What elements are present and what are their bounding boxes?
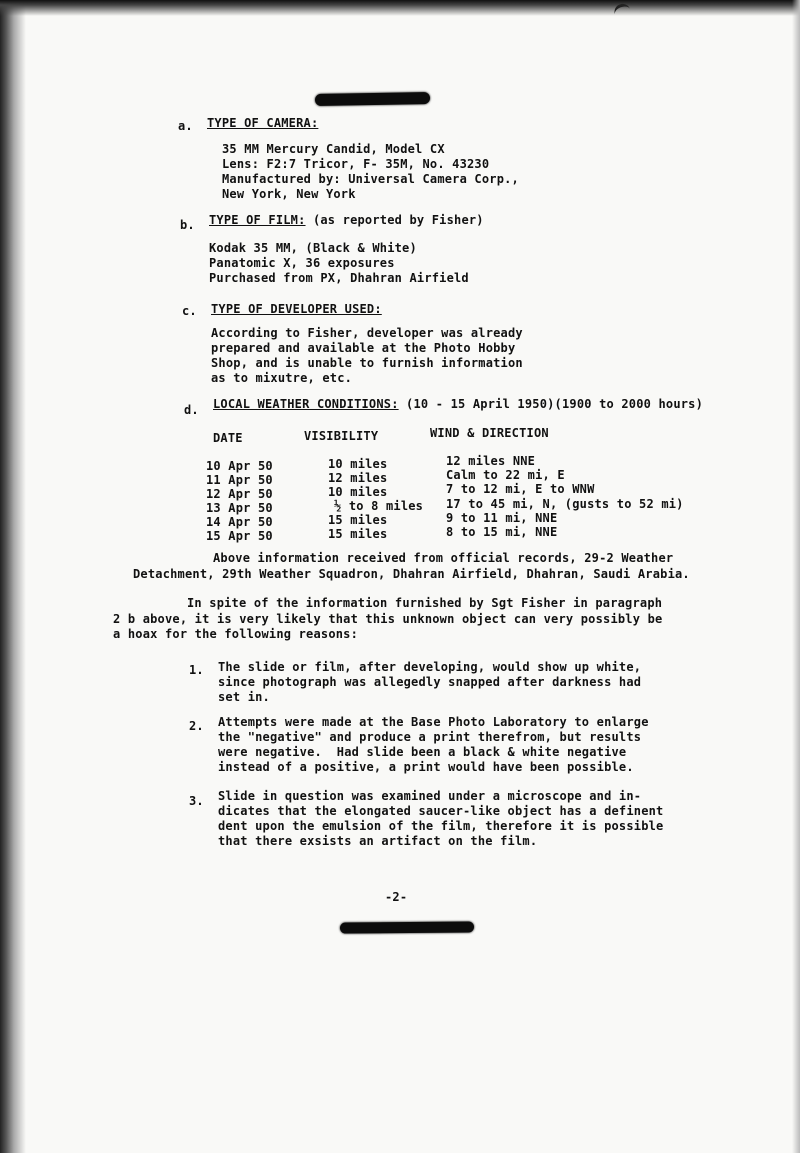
section-c-line: According to Fisher, developer was already bbox=[211, 326, 523, 340]
scan-edge-left bbox=[0, 0, 26, 1153]
source-note-line: Detachment, 29th Weather Squadron, Dhahran Airfield, Dhahran, Saudi Arabia. bbox=[133, 567, 690, 581]
reason-number: 1. bbox=[189, 663, 204, 677]
reason-line: dicates that the elongated saucer-like object has a definent bbox=[218, 804, 664, 818]
redaction-bar-bottom bbox=[340, 921, 474, 933]
table-cell-wind: 17 to 45 mi, N, (gusts to 52 mi) bbox=[446, 497, 684, 511]
table-cell-date: 11 Apr 50 bbox=[206, 473, 273, 487]
section-b-line: Kodak 35 MM, (Black & White) bbox=[209, 241, 417, 255]
table-cell-wind: 12 miles NNE bbox=[446, 454, 536, 468]
table-cell-wind: 8 to 15 mi, NNE bbox=[446, 525, 558, 539]
section-d-marker: d. bbox=[184, 403, 199, 417]
table-cell-date: 14 Apr 50 bbox=[206, 515, 273, 529]
table-cell-visibility: 10 miles bbox=[328, 485, 388, 499]
section-b-heading-line bbox=[209, 213, 484, 227]
section-a-marker: a. bbox=[178, 119, 193, 133]
table-cell-wind: 9 to 11 mi, NNE bbox=[446, 511, 558, 525]
intro-line: 2 b above, it is very likely that this unknown object can very possibly be bbox=[113, 612, 663, 626]
section-a-line: 35 MM Mercury Candid, Model CX bbox=[222, 142, 445, 156]
reason-line: The slide or film, after developing, would show up white, bbox=[218, 660, 642, 674]
table-header-visibility: VISIBILITY bbox=[304, 429, 379, 443]
intro-line: a hoax for the following reasons: bbox=[113, 627, 359, 641]
section-b-heading-suffix: (as reported by Fisher) bbox=[305, 213, 484, 227]
table-cell-date: 13 Apr 50 bbox=[206, 501, 273, 515]
section-d-heading: LOCAL WEATHER CONDITIONS: bbox=[213, 397, 399, 411]
reason-number: 3. bbox=[189, 794, 204, 808]
intro-line: In spite of the information furnished by Sgt Fisher in paragraph bbox=[187, 596, 663, 610]
reason-line: the "negative" and produce a print therefrom, but results bbox=[218, 730, 642, 744]
table-cell-visibility: 12 miles bbox=[328, 471, 388, 485]
table-cell-date: 12 Apr 50 bbox=[206, 487, 273, 501]
section-a-line: Manufactured by: Universal Camera Corp., bbox=[222, 172, 519, 186]
table-header-wind: WIND & DIRECTION bbox=[430, 426, 549, 440]
scan-edge-right bbox=[792, 0, 800, 1153]
section-c-line: prepared and available at the Photo Hobby bbox=[211, 341, 516, 355]
reason-line: that there exsists an artifact on the film. bbox=[218, 834, 538, 848]
table-header-date: DATE bbox=[213, 431, 243, 445]
section-c-line: Shop, and is unable to furnish information bbox=[211, 356, 523, 370]
section-c-line: as to mixutre, etc. bbox=[211, 371, 353, 385]
table-cell-date: 15 Apr 50 bbox=[206, 529, 273, 543]
reason-line: set in. bbox=[218, 690, 270, 704]
section-b-heading: TYPE OF FILM: bbox=[209, 213, 306, 227]
table-cell-date: 10 Apr 50 bbox=[206, 459, 273, 473]
section-a-line: Lens: F2:7 Tricor, F- 35M, No. 43230 bbox=[222, 157, 490, 171]
section-b-marker: b. bbox=[180, 218, 195, 232]
table-cell-visibility: 15 miles bbox=[328, 527, 388, 541]
reason-line: dent upon the emulsion of the film, therefore it is possible bbox=[218, 819, 664, 833]
table-cell-visibility: ½ to 8 miles bbox=[334, 499, 424, 513]
reason-number: 2. bbox=[189, 719, 204, 733]
section-b-line: Purchased from PX, Dhahran Airfield bbox=[209, 271, 469, 285]
section-a-line: New York, New York bbox=[222, 187, 356, 201]
page-number: -2- bbox=[385, 890, 408, 904]
section-b-line: Panatomic X, 36 exposures bbox=[209, 256, 395, 270]
scan-edge-top bbox=[0, 0, 800, 16]
section-d-heading-suffix: (10 - 15 April 1950)(1900 to 2000 hours) bbox=[398, 397, 704, 411]
reason-line: Slide in question was examined under a microscope and in- bbox=[218, 789, 642, 803]
table-cell-wind: 7 to 12 mi, E to WNW bbox=[446, 482, 595, 496]
source-note-line: Above information received from official records, 29-2 Weather bbox=[213, 551, 674, 565]
reason-line: since photograph was allegedly snapped after darkness had bbox=[218, 675, 642, 689]
section-c-marker: c. bbox=[182, 304, 197, 318]
table-cell-visibility: 10 miles bbox=[328, 457, 388, 471]
section-d-heading-line bbox=[213, 397, 703, 411]
table-cell-visibility: 15 miles bbox=[328, 513, 388, 527]
reason-line: were negative. Had slide been a black & white negative bbox=[218, 745, 627, 759]
redaction-bar-top bbox=[315, 92, 430, 106]
section-a-heading: TYPE OF CAMERA: bbox=[207, 116, 319, 130]
table-cell-wind: Calm to 22 mi, E bbox=[446, 468, 565, 482]
reason-line: instead of a positive, a print would have been possible. bbox=[218, 760, 634, 774]
reason-line: Attempts were made at the Base Photo Laboratory to enlarge bbox=[218, 715, 649, 729]
section-c-heading: TYPE OF DEVELOPER USED: bbox=[211, 302, 382, 316]
